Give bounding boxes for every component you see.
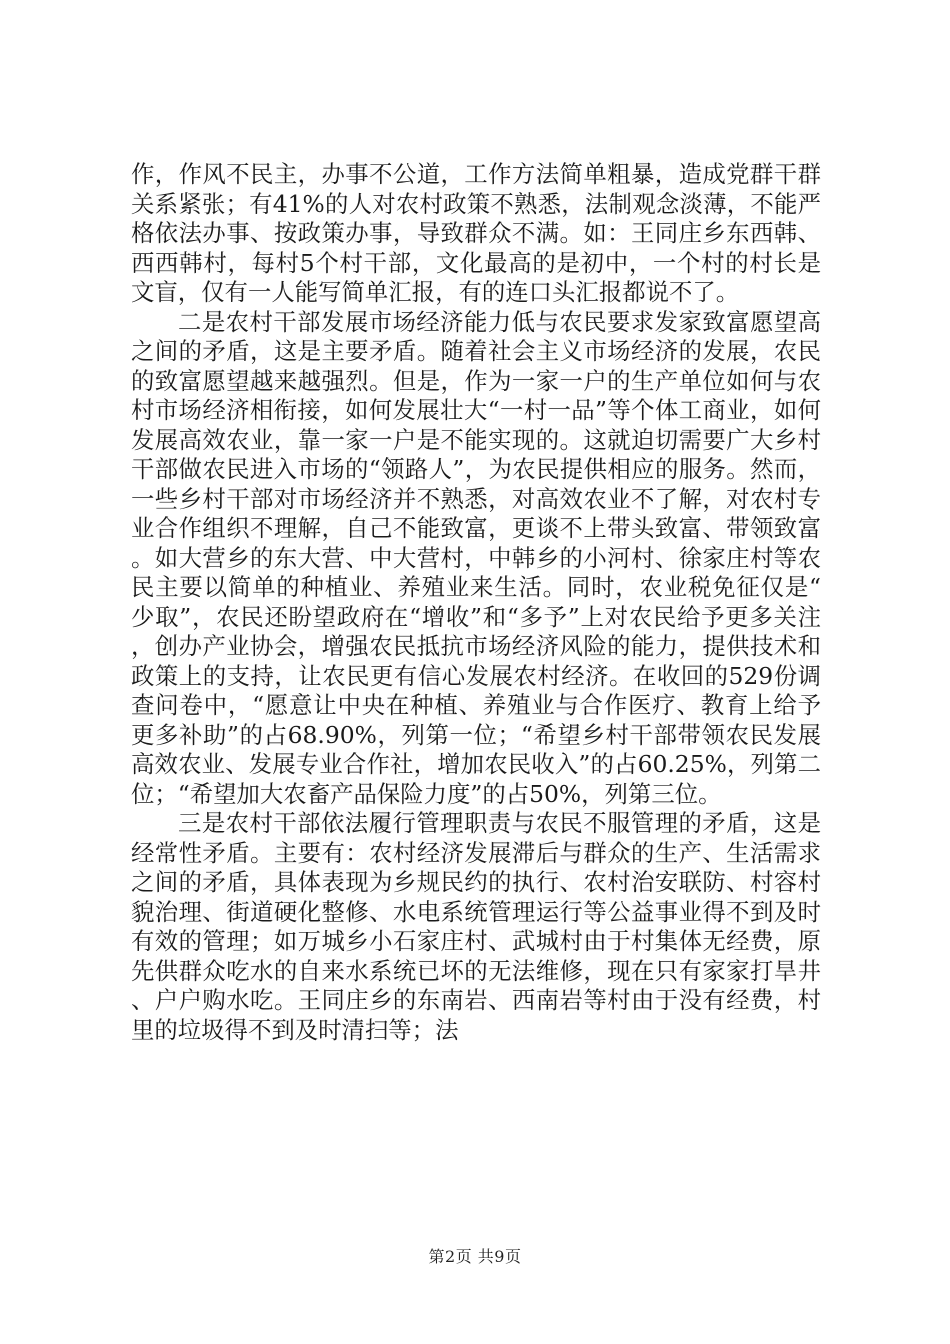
paragraph-point-two: 二是农村干部发展市场经济能力低与农民要求发家致富愿望高之间的矛盾，这是主要矛盾。随着社会主义市场经济的发展，农民的致富愿望越来越强烈。但是，作为一家一户的生产单位如何与农村市场经济相衔接，如何发展壮大“一村一品”等个体工商业，如何发展高效农业，靠一家一户是不能实现的。这就迫切需要广大乡村干部做农民进入市场的“领路人”，为农民提供相应的服务。然而，一些乡村干部对市场经济并不熟悉，对高效农业不了解，对农村专业合作组织不理解，自己不能致富，更谈不上带头致富、带领致富。如大营乡的东大营、中大营村，中韩乡的小河村、徐家庄村等农民主要以简单的种植业、养殖业来生活。同时，农业税免征仅是“少取”，农民还盼望政府在“增收”和“多予”上对农民给予更多关注，创办产业协会，增强农民抵抗市场经济风险的能力，提供技术和政策上的支持，让农民更有信心发展农村经济。在收回的529份调查问卷中，“愿意让中央在种植、养殖业与合作医疗、教育上给予更多补助”的占68.90%，列第一位；“希望乡村干部带领农民发展高效农业、发展专业合作社，增加农民收入”的占60.25%，列第二位；“希望加大农畜产品保险力度”的占50%，列第三位。 <box>131 307 821 808</box>
paragraph-point-three: 三是农村干部依法履行管理职责与农民不服管理的矛盾，这是经常性矛盾。主要有：农村经济发展滞后与群众的生产、生活需求之间的矛盾，具体表现为乡规民约的执行、农村治安联防、村容村貌治理、街道硬化整修、水电系统管理运行等公益事业得不到及时有效的管理；如万城乡小石家庄村、武城村由于村集体无经费，原先供群众吃水的自来水系统已坏的无法维修，现在只有家家打旱井、户户购水吃。王同庄乡的东南岩、西南岩等村由于没有经费，村里的垃圾得不到及时清扫等；法 <box>131 809 821 1044</box>
page-number-footer: 第2页 共9页 <box>428 1247 522 1266</box>
paragraph-continuation: 作，作风不民主，办事不公道，工作方法简单粗暴，造成党群干群关系紧张；有41%的人对农村政策不熟悉，法制观念淡薄，不能严格依法办事、按政策办事，导致群众不满。如：王同庄乡东西韩、西西韩村，每村5个村干部，文化最高的是初中，一个村的村长是文盲，仅有一人能写简单汇报，有的连口头汇报都说不了。 <box>131 160 821 306</box>
body-text <box>131 160 821 1045</box>
